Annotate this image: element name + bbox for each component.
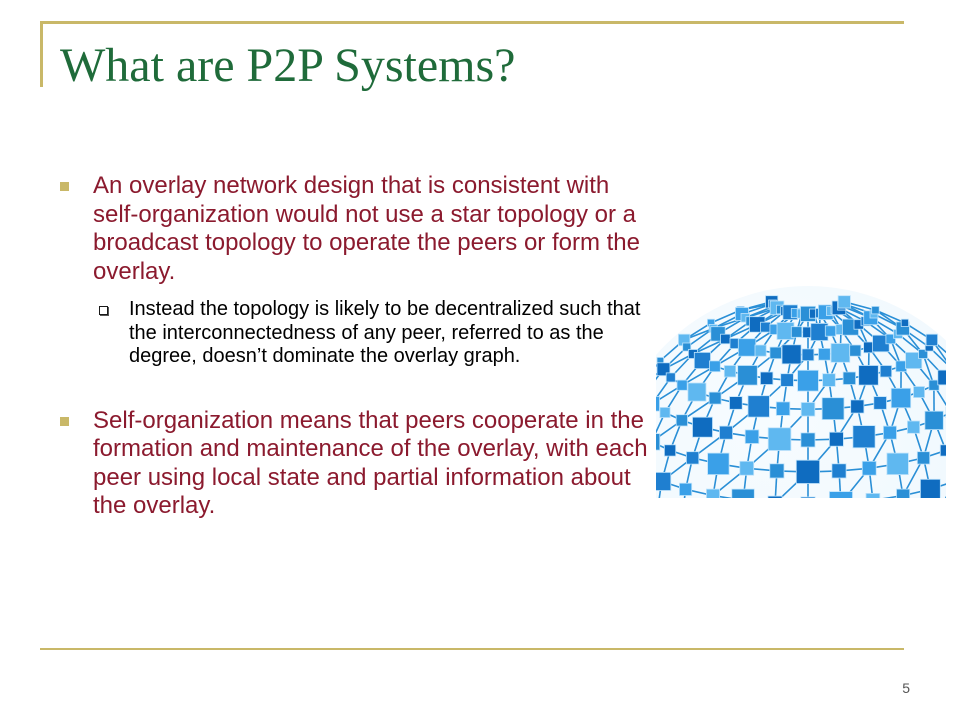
bullet-item [60,172,650,286]
globe-node [801,403,815,417]
globe-node [926,334,938,346]
bullet-item [60,407,650,521]
globe-node [832,464,846,478]
globe-node [770,347,782,359]
globe-node [693,417,713,437]
globe-node [781,374,794,387]
globe-node [851,400,864,413]
globe-node [676,415,687,426]
globe-node [823,374,836,387]
globe-node [891,388,911,408]
globe-node [914,387,925,398]
frame-bottom-line [40,648,904,650]
globe-node [720,426,733,439]
network-globe-icon [656,283,946,498]
globe-node [897,489,910,498]
globe-node [710,361,721,372]
globe-node [802,349,814,361]
globe-node [740,461,754,475]
globe-node [791,327,802,338]
globe-node [738,366,758,386]
frame-left-line [40,21,43,87]
globe-node [907,421,919,433]
globe-node [940,445,946,456]
page-number: 5 [902,680,910,696]
globe-node [829,492,852,498]
globe-node [872,306,880,314]
globe-node [656,397,660,412]
globe-node [825,326,835,336]
globe-node [883,426,896,439]
globe-node [853,426,875,448]
globe-node [917,452,929,464]
bullet-text: Self-organization means that peers cooperate in the formation and maintenance of the overlay, with each peer using local state and partial information about the overlay. [93,406,648,519]
globe-node [866,493,880,498]
globe-node [874,397,887,410]
globe-node [709,392,721,404]
globe-node [694,352,710,368]
globe-node [831,344,850,363]
globe-node [798,370,819,391]
globe-node [706,489,719,498]
globe-node [822,398,844,420]
globe-node [782,345,801,364]
globe-node [688,383,706,401]
slide-content [60,172,650,521]
globe-node [776,402,790,416]
globe-node [801,497,815,498]
bullet-text: An overlay network design that is consistent with self-organization would not use a star topology or a broadcast topology to operate the peers or form the overlay. [93,172,640,285]
globe-node [796,460,819,483]
globe-node [829,432,843,446]
globe-node [925,411,943,429]
globe-node [738,339,756,357]
slide-title: What are P2P Systems? [60,39,516,92]
globe-node [770,464,784,478]
globe-node [887,453,909,475]
globe-node [755,345,766,356]
globe-node [938,370,946,385]
globe-node [801,433,815,447]
globe-node [896,361,907,372]
globe-node [721,334,731,344]
globe-node [768,496,782,498]
globe-node [859,366,879,386]
globe-node [730,397,743,410]
globe-node [819,348,831,360]
globe-node [677,380,687,390]
globe-node [664,445,675,456]
globe-node [920,479,940,498]
globe-node [862,461,876,475]
globe-node [660,407,670,417]
square-bullet-icon [60,182,69,191]
globe-node [686,452,698,464]
sub-bullet-item [98,298,650,369]
globe-node [748,396,769,417]
globe-node [768,428,791,451]
globe-node [761,322,771,332]
hollow-square-bullet-icon [99,306,108,315]
frame-top-line [40,21,904,24]
globe-node [850,345,861,356]
globe-node [679,483,691,495]
globe-node [656,434,660,451]
globe-node [666,373,675,382]
globe-node [843,372,856,385]
globe-node [732,489,755,498]
globe-node [656,472,671,490]
globe-node [708,453,730,475]
square-bullet-icon [60,417,69,426]
globe-node [760,372,773,385]
globe-node [901,319,908,326]
globe-node [745,430,759,444]
globe-node [724,366,736,378]
globe-node [880,366,892,378]
sub-bullet-text: Instead the topology is likely to be decentralized such that the interconnectedness of any peer, referred to as the degree, doesn’t dominate the overlay graph. [129,298,641,367]
globe-node [838,296,850,308]
